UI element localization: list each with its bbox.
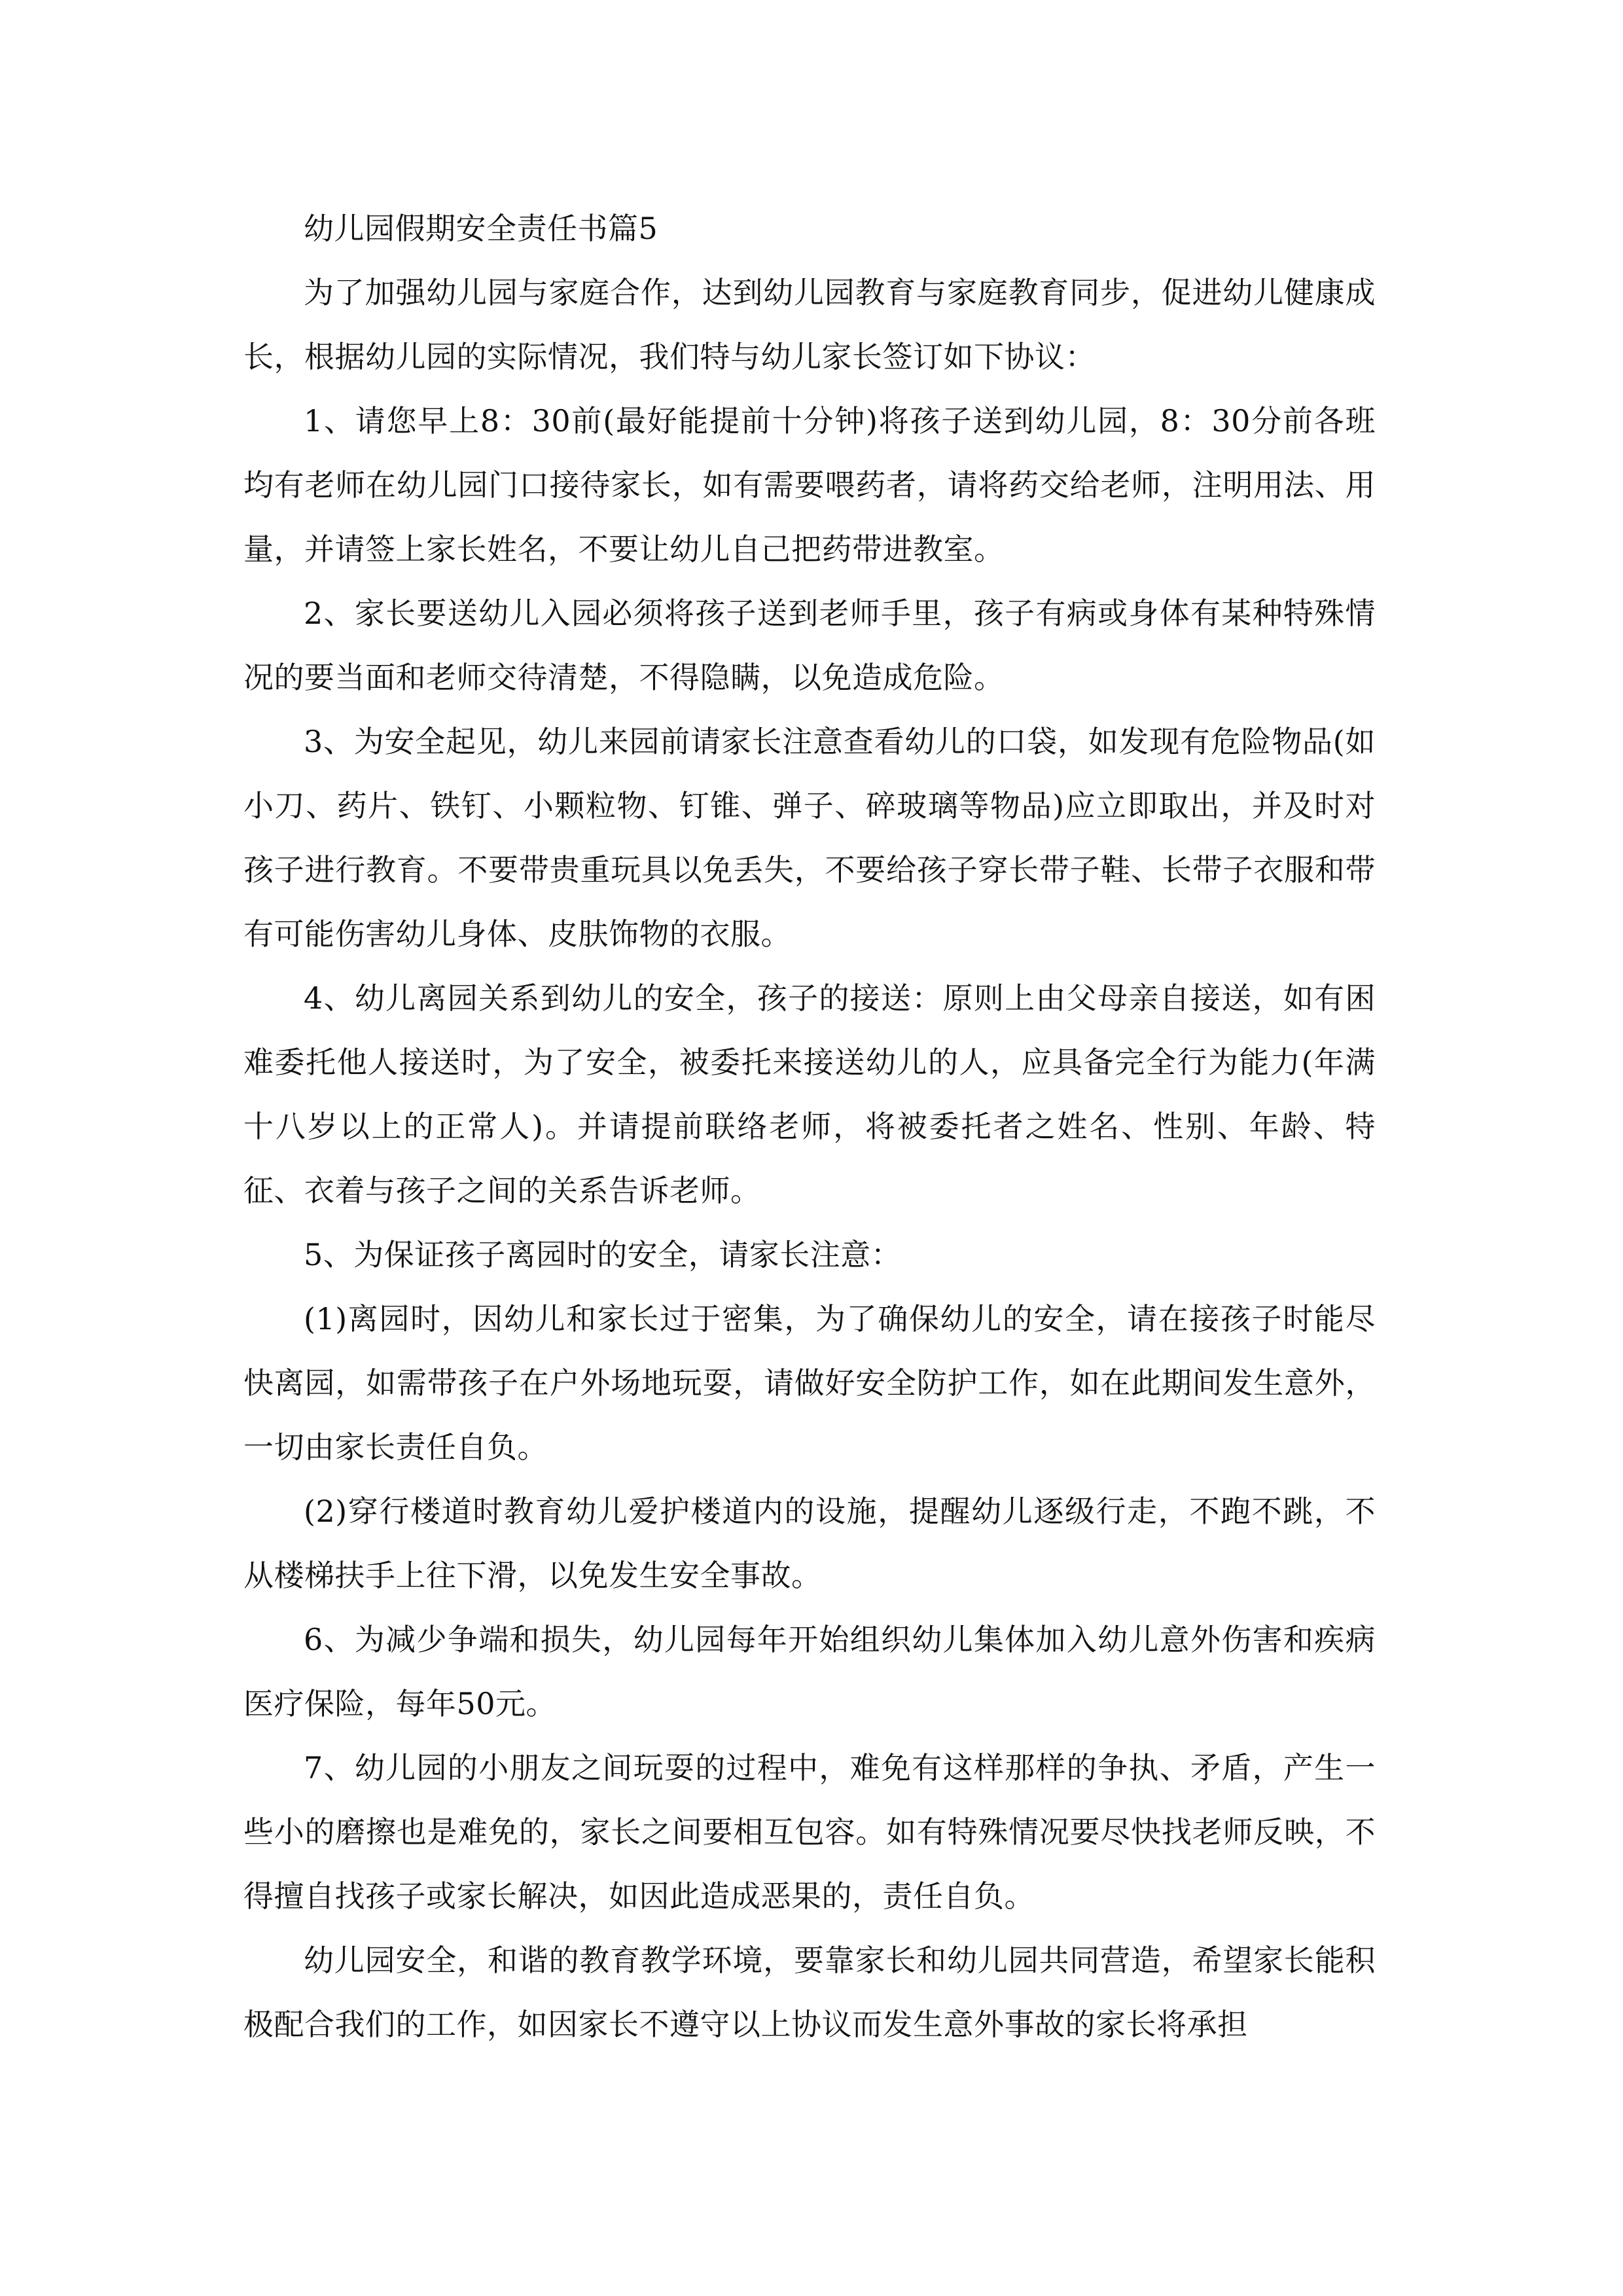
closing-paragraph: 幼儿园安全，和谐的教育教学环境，要靠家长和幼儿园共同营造，希望家长能积极配合我们的工作，如因家长不遵守以上协议而发生意外事故的家长将承担 [243, 1943, 1376, 2042]
clause-3: 3、为安全起见，幼儿来园前请家长注意查看幼儿的口袋，如发现有危险物品(如小刀、药片、铁钉、小颗粒物、钉锥、弹子、碎玻璃等物品)应立即取出，并及时对孩子进行教育。不要带贵重玩具以免丢失，不要给孩子穿长带子鞋、长带子衣服和带有可能伤害幼儿身体、皮肤饰物的衣服。 [243, 724, 1376, 952]
document-body [243, 196, 1376, 2056]
clause-6: 6、为减少争端和损失，幼儿园每年开始组织幼儿集体加入幼儿意外伤害和疾病医疗保险，每年50元。 [243, 1622, 1376, 1721]
clause-4: 4、幼儿离园关系到幼儿的安全，孩子的接送：原则上由父母亲自接送，如有困难委托他人接送时，为了安全，被委托来接送幼儿的人，应具备完全行为能力(年满十八岁以上的正常人)。并请提前联络老师，将被委托者之姓名、性别、年龄、特征、衣着与孩子之间的关系告诉老师。 [243, 980, 1376, 1208]
clause-2: 2、家长要送幼儿入园必须将孩子送到老师手里，孩子有病或身体有某种特殊情况的要当面和老师交待清楚，不得隐瞒，以免造成危险。 [243, 596, 1376, 695]
clause-5-sub-1: (1)离园时，因幼儿和家长过于密集，为了确保幼儿的安全，请在接孩子时能尽快离园，如需带孩子在户外场地玩耍，请做好安全防护工作，如在此期间发生意外，一切由家长责任自负。 [243, 1301, 1376, 1465]
clause-5-sub-2: (2)穿行楼道时教育幼儿爱护楼道内的设施，提醒幼儿逐级行走，不跑不跳，不从楼梯扶手上往下滑，以免发生安全事故。 [243, 1494, 1376, 1593]
clause-1: 1、请您早上8：30前(最好能提前十分钟)将孩子送到幼儿园，8：30分前各班均有老师在幼儿园门口接待家长，如有需要喂药者，请将药交给老师，注明用法、用量，并请签上家长姓名，不要让幼儿自己把药带进教室。 [243, 403, 1376, 567]
intro-paragraph: 为了加强幼儿园与家庭合作，达到幼儿园教育与家庭教育同步，促进幼儿健康成长，根据幼儿园的实际情况，我们特与幼儿家长签订如下协议： [243, 275, 1376, 374]
document-title: 幼儿园假期安全责任书篇5 [304, 211, 658, 246]
clause-5: 5、为保证孩子离园时的安全，请家长注意： [304, 1237, 902, 1272]
clause-7: 7、幼儿园的小朋友之间玩耍的过程中，难免有这样那样的争执、矛盾，产生一些小的磨擦也是难免的，家长之间要相互包容。如有特殊情况要尽快找老师反映，不得擅自找孩子或家长解决，如因此造成恶果的，责任自负。 [243, 1750, 1376, 1914]
